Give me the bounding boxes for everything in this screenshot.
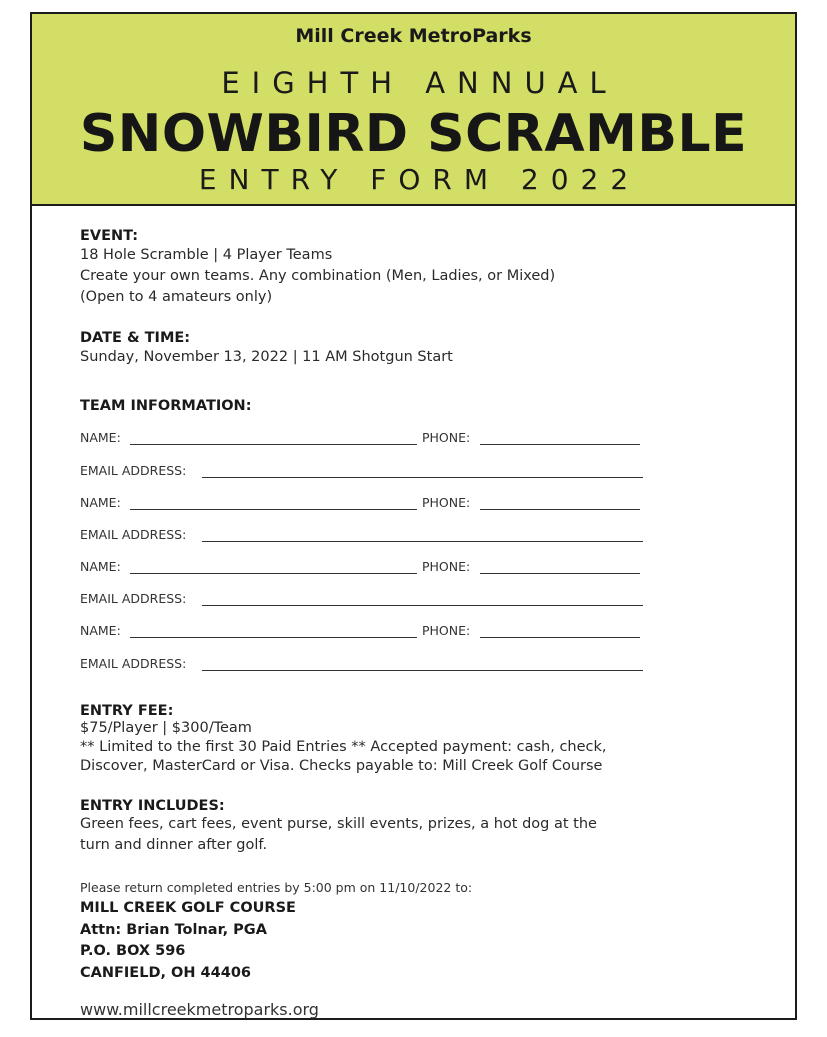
phone-label: PHONE: <box>422 430 471 445</box>
date-time-label: DATE & TIME: <box>80 330 191 346</box>
date-time-value: Sunday, November 13, 2022 | 11 AM Shotgun Start <box>80 349 453 365</box>
entry-fee-line: ** Limited to the first 30 Paid Entries ** Accepted payment: cash, check, <box>80 739 607 755</box>
entry-includes-line: turn and dinner after golf. <box>80 837 268 853</box>
address-line: CANFIELD, OH 44406 <box>80 964 251 981</box>
entry-includes-line: Green fees, cart fees, event purse, skill events, prizes, a hot dog at the <box>80 816 597 832</box>
email-row <box>80 589 643 609</box>
entry-includes-label: ENTRY INCLUDES: <box>80 798 225 814</box>
address-line: P.O. BOX 596 <box>80 943 186 959</box>
email-row <box>80 654 643 674</box>
entry-fee-section <box>80 703 680 776</box>
return-address <box>80 898 296 984</box>
event-section <box>80 228 555 308</box>
entry-fee-label: ENTRY FEE: <box>80 703 174 719</box>
entry-fee-line: $75/Player | $300/Team <box>80 720 252 736</box>
form-subtitle: ENTRY FORM 2022 <box>198 163 641 196</box>
player-row <box>80 493 643 513</box>
entry-form-page <box>30 12 797 1020</box>
website-link[interactable]: www.millcreekmetroparks.org <box>80 1000 319 1019</box>
address-line: MILL CREEK GOLF COURSE <box>80 900 296 916</box>
email-row <box>80 525 643 545</box>
name-label: NAME: <box>80 623 121 638</box>
email-label: EMAIL ADDRESS: <box>80 463 187 478</box>
team-info-label: TEAM INFORMATION: <box>80 398 252 414</box>
event-line: Create your own teams. Any combination (Men, Ladies, or Mixed) <box>80 268 556 284</box>
player-row <box>80 621 643 641</box>
event-label: EVENT: <box>80 228 139 244</box>
email-label: EMAIL ADDRESS: <box>80 656 187 671</box>
phone-field[interactable] <box>480 573 640 574</box>
phone-field[interactable] <box>480 637 640 638</box>
email-field[interactable] <box>202 670 643 671</box>
name-label: NAME: <box>80 495 121 510</box>
name-field[interactable] <box>130 509 417 510</box>
return-note: Please return completed entries by 5:00 pm on 11/10/2022 to: <box>80 880 473 895</box>
email-field[interactable] <box>202 477 643 478</box>
header-band <box>32 14 795 206</box>
name-label: NAME: <box>80 430 121 445</box>
event-title: SNOWBIRD SCRAMBLE <box>79 104 748 164</box>
name-field[interactable] <box>130 637 417 638</box>
phone-field[interactable] <box>480 509 640 510</box>
address-line: Attn: Brian Tolnar, PGA <box>80 921 267 938</box>
name-label: NAME: <box>80 559 121 574</box>
name-field[interactable] <box>130 444 417 445</box>
phone-label: PHONE: <box>422 495 471 510</box>
entry-fee-line: Discover, MasterCard or Visa. Checks payable to: Mill Creek Golf Course <box>80 758 603 774</box>
annual-label: EIGHTH ANNUAL <box>221 66 618 100</box>
email-field[interactable] <box>202 605 643 606</box>
org-name: Mill Creek MetroParks <box>295 25 532 47</box>
date-time-section <box>80 330 453 368</box>
email-row <box>80 461 643 481</box>
email-label: EMAIL ADDRESS: <box>80 527 187 542</box>
event-line: (Open to 4 amateurs only) <box>80 289 273 305</box>
phone-label: PHONE: <box>422 559 471 574</box>
player-row <box>80 557 643 577</box>
event-line: 18 Hole Scramble | 4 Player Teams <box>80 247 333 263</box>
phone-label: PHONE: <box>422 623 471 638</box>
email-label: EMAIL ADDRESS: <box>80 591 187 606</box>
name-field[interactable] <box>130 573 417 574</box>
phone-field[interactable] <box>480 444 640 445</box>
player-row <box>80 428 643 448</box>
entry-includes-section <box>80 798 680 856</box>
email-field[interactable] <box>202 541 643 542</box>
